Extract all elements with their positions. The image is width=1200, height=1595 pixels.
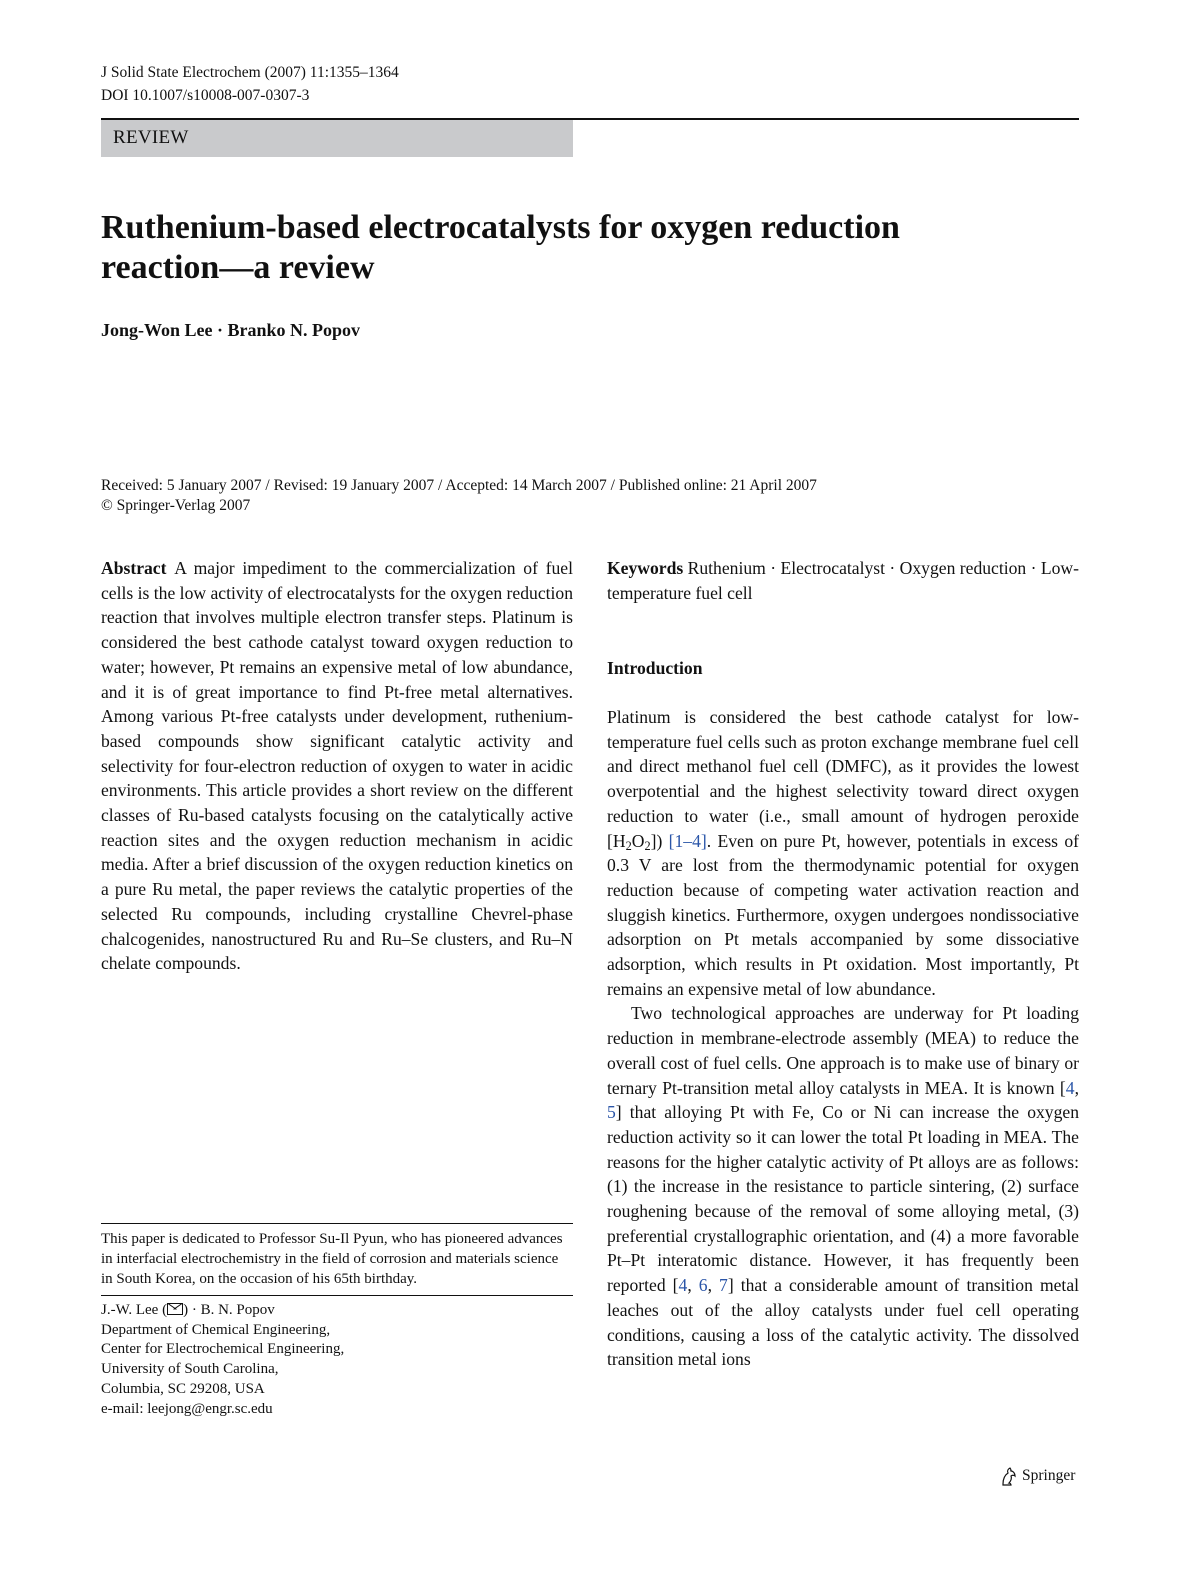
citation-link[interactable]: 6 [698, 1275, 708, 1296]
abstract [101, 556, 573, 976]
journal-citation: J Solid State Electrochem (2007) 11:1355–1364 [101, 64, 399, 81]
intro-p1-text-mid: O [631, 830, 645, 851]
citation-separator: , [1074, 1077, 1079, 1098]
citation-link[interactable]: 4 [678, 1275, 688, 1296]
affil-author-2: ) · B. N. Popov [183, 1302, 275, 1318]
section-band [101, 120, 573, 157]
citation-link[interactable]: 5 [607, 1102, 616, 1123]
subscript: 2 [625, 838, 632, 853]
intro-p2-text-a: Two technological approaches are underway for Pt loading reduction in membrane-electrode assembly (MEA) to reduce the overall cost of fuel cells. One approach is to make use of binary or ternary Pt-transition metal alloy catalysts in MEA. It is known [ [607, 1003, 1079, 1098]
abstract-label: Abstract [101, 558, 167, 578]
dedication-footnote: This paper is dedicated to Professor Su-Il Pyun, who has pioneered advances in interfacial electrochemistry in the field of corrosion and materials science in South Korea, on the occasion of his 65th birthday. [101, 1231, 563, 1287]
article-title [101, 208, 1001, 288]
abstract-text: A major impediment to the commercialization of fuel cells is the low activity of electrocatalysts for the oxygen reduction reaction that involves multiple electron transfer steps. Platinum is considered the best cathode catalyst toward oxygen reduction to water; however, Pt remains an expensive metal of low abundance, and it is of great importance to find Pt-free metal alternatives. Among various Pt-free catalysts under development, ruthenium-based compounds show significant catalytic activity and selectivity for four-electron reduction of oxygen to water in acidic environments. This article provides a short review on the different classes of Ru-based catalysts focusing on the catalytically active reaction sites and the oxygen reduction mechanism in acidic media. After a brief discussion of the oxygen reduction kinetics on a pure Ru metal, the paper reviews the catalytic properties of the selected Ru compounds, including crystalline Chevrel-phase chalcogenides, nanostructured Ru and Ru–Se clusters, and Ru–N chelate compounds. [101, 558, 573, 974]
author-list: Jong-Won Lee · Branko N. Popov [101, 320, 361, 340]
title-line-1: Ruthenium-based electrocatalysts for oxygen reduction [101, 209, 900, 246]
citation-link[interactable]: 7 [719, 1275, 728, 1296]
affil-author-1: J.-W. Lee ( [101, 1302, 168, 1318]
subscript: 2 [644, 838, 651, 853]
affil-center: Center for Electrochemical Engineering, [101, 1341, 345, 1358]
publisher-name: Springer [1022, 1467, 1076, 1484]
affiliation-authors [101, 1301, 573, 1321]
footnote-rule-bottom [101, 1295, 573, 1296]
section-heading-introduction: Introduction [607, 658, 703, 678]
keywords-text: Ruthenium · Electrocatalyst · Oxygen reduction · Low-temperature fuel cell [607, 558, 1079, 603]
intro-paragraph-1 [607, 705, 1079, 1001]
intro-paragraph-2 [607, 1001, 1079, 1372]
citation-separator: , [707, 1275, 720, 1296]
envelope-icon [167, 1303, 183, 1315]
publication-dates [101, 476, 817, 516]
intro-p2-text-b: ] that alloying Pt with Fe, Co or Ni can increase the oxygen reduction activity so it can lower the total Pt loading in MEA. The reasons for the higher catalytic activity of Pt alloys are as follows: (1) the increase in the resistance to particle sintering, (2) surface roughening because of the removal of some alloying metal, (3) preferential crystallographic orientation, and (4) a more favorable Pt–Pt interatomic distance. However, it has frequently been reported [ [607, 1102, 1079, 1296]
citation-link[interactable]: 4 [1065, 1077, 1075, 1098]
affil-department: Department of Chemical Engineering, [101, 1321, 331, 1338]
copyright: © Springer-Verlag 2007 [101, 497, 251, 514]
date-history: Received: 5 January 2007 / Revised: 19 January 2007 / Accepted: 14 March 2007 / Published online: 21 April 2007 [101, 477, 817, 494]
affil-email[interactable]: e-mail: leejong@engr.sc.edu [101, 1400, 273, 1417]
affiliation [101, 1301, 573, 1419]
intro-p2-text-c: ] that a considerable amount of transition metal leaches out of the alloy catalysts under fuel cell operating conditions, causing a loss of the catalytic activity. The dissolved transition metal ions [607, 1275, 1080, 1370]
introduction-body [607, 705, 1079, 1372]
doi[interactable]: DOI 10.1007/s10008-007-0307-3 [101, 87, 310, 104]
citation-link[interactable]: [1–4] [668, 830, 707, 851]
intro-p1-text-c: . Even on pure Pt, however, potentials in excess of 0.3 V are lost from the thermodynamic potential for oxygen reduction because of competing water activation reaction and sluggish kinetics. Furthermore, oxygen undergoes nondissociative adsorption on Pt metals accompanied by some dissociative adsorption, which results in Pt oxidation. Most importantly, Pt remains an expensive metal of low abundance. [607, 830, 1079, 999]
citation-separator: , [687, 1275, 699, 1296]
affil-address: Columbia, SC 29208, USA [101, 1380, 265, 1397]
springer-horse-icon [1000, 1466, 1018, 1486]
affil-university: University of South Carolina, [101, 1361, 279, 1378]
publisher-mark [1000, 1466, 1075, 1486]
keywords [607, 556, 1079, 605]
intro-p1-text-b: ]) [650, 830, 669, 851]
intro-p1-text-a: Platinum is considered the best cathode catalyst for low-temperature fuel cells such as proton exchange membrane fuel cell and direct methanol fuel cell (DMFC), as it provides the lowest overpotential and the highest selectivity toward direct oxygen reduction to water (i.e., small amount of hydrogen peroxide [H [607, 707, 1079, 851]
section-label: REVIEW [113, 127, 189, 148]
footnote-rule-top [101, 1223, 573, 1224]
keywords-label: Keywords [607, 558, 684, 578]
title-line-2: reaction—a review [101, 249, 375, 286]
